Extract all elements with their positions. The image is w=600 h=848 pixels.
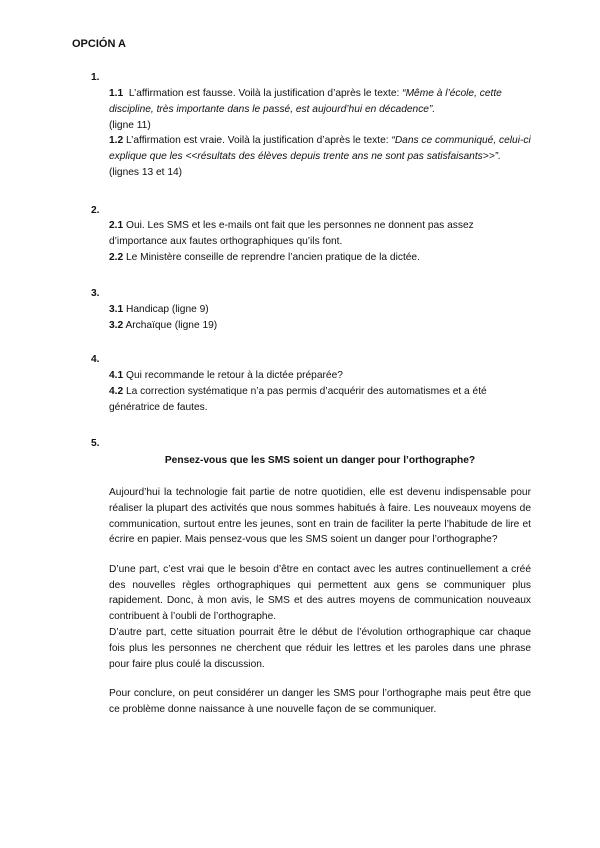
question-1-number: 1.	[91, 72, 100, 83]
answer-2-2-label: 2.2	[109, 251, 124, 263]
answer-4-2-label: 4.2	[109, 385, 124, 397]
answer-2-2	[109, 250, 531, 266]
question-3-number: 3.	[91, 288, 100, 299]
answer-2-1-text: Oui. Les SMS et les e-mails ont fait que les personnes ne donnent pas assez d’importance aux fautes orthographiques qu’ils font.	[109, 220, 474, 247]
answer-4-2	[109, 384, 531, 416]
answer-1-1-text: L’affirmation est fausse. Voilà la justification d’après le texte:	[128, 88, 403, 99]
essay-title: Pensez-vous que les SMS soient un danger pour l’orthographe?	[164, 455, 476, 466]
answer-1-2	[109, 133, 531, 180]
answer-3-2	[109, 318, 531, 334]
answer-1-1-ref: (ligne 11)	[109, 119, 151, 131]
answer-3-1-label: 3.1	[109, 304, 124, 315]
question-2-number: 2.	[91, 205, 100, 216]
essay-paragraph-3: D’autre part, cette situation pourrait être le début de l’évolution orthographique car chaque fois plus les personnes ne cherchent que réduir les lettres et les paroles dans une phrase pour faire plus coulé la discussion.	[109, 627, 531, 670]
answer-1-2-label: 1.2	[109, 135, 124, 147]
section-heading: OPCIÓN A	[72, 38, 126, 50]
essay-body	[109, 485, 531, 731]
answer-2-1-label: 2.1	[109, 220, 124, 231]
question-5-number: 5.	[91, 438, 100, 449]
essay-paragraph-4: Pour conclure, on peut considérer un danger les SMS pour l’orthographe mais peut être que ce problème donne naissance à une nouvelle façon de se communiquer.	[109, 687, 531, 715]
answer-2-1	[109, 218, 531, 250]
question-4-number: 4.	[91, 354, 100, 365]
answer-4-1-label: 4.1	[109, 370, 124, 381]
answer-1-1-quote: “Même à l’école, cette discipline, très importante dans le passé, est aujourd’hui en décadence”.	[109, 88, 502, 115]
answer-4-2-text: La correction systématique n’a pas permis d’acquérir des automatismes et a été génératrice de fautes.	[109, 385, 487, 413]
answer-3-1-text: Handicap (ligne 9)	[126, 304, 209, 315]
answer-3-2-label: 3.2	[109, 319, 124, 331]
answer-1-2-ref: (lignes 13 et 14)	[109, 167, 183, 179]
answer-1-2-quote: “Dans ce communiqué, celui-ci explique que les <<résultats des élèves depuis trente ans ne sont pas satisfaisants>>”.	[109, 135, 531, 163]
answer-2-2-text: Le Ministère conseille de reprendre l’ancien pratique de la dictée.	[126, 251, 420, 263]
answer-1-1	[109, 86, 531, 118]
answer-3-2-text: Archaïque (ligne 19)	[125, 319, 218, 331]
essay-paragraph-2: D’une part, c’est vrai que le besoin d’être en contact avec les autres continuellement a créé des nouvelles règles orthographiques qui permettent aux gens se communiquer plus rapidement. Donc, à mon avis, le SMS et des autres moyens de communication nouveaux contribuent à l’oubli de l’orthographe.	[109, 563, 531, 623]
essay-paragraph-1: Aujourd’hui la technologie fait partie de notre quotidien, elle est devenu indispensable pour réaliser la plupart des activités que nous sommes habitués à faire. Les nouveaux moyens de communication, surtout entre les jeunes, sont en train de faciliter la perte l’habitude de lire et écrire en papier. Mais pensez-vous que les SMS soient un danger pour l’orthographe?	[109, 487, 531, 546]
question-2-answers	[109, 218, 531, 265]
answer-4-1	[109, 368, 531, 384]
question-3-answers	[109, 302, 531, 334]
question-1-answers	[109, 86, 531, 181]
answer-1-1-label: 1.1	[109, 88, 124, 99]
answer-1-2-text: L’affirmation est vraie. Voilà la justification d’après le texte:	[126, 135, 392, 147]
answer-3-1	[109, 302, 531, 318]
answer-4-1-text: Qui recommande le retour à la dictée préparée?	[126, 370, 343, 381]
question-4-answers	[109, 368, 531, 415]
